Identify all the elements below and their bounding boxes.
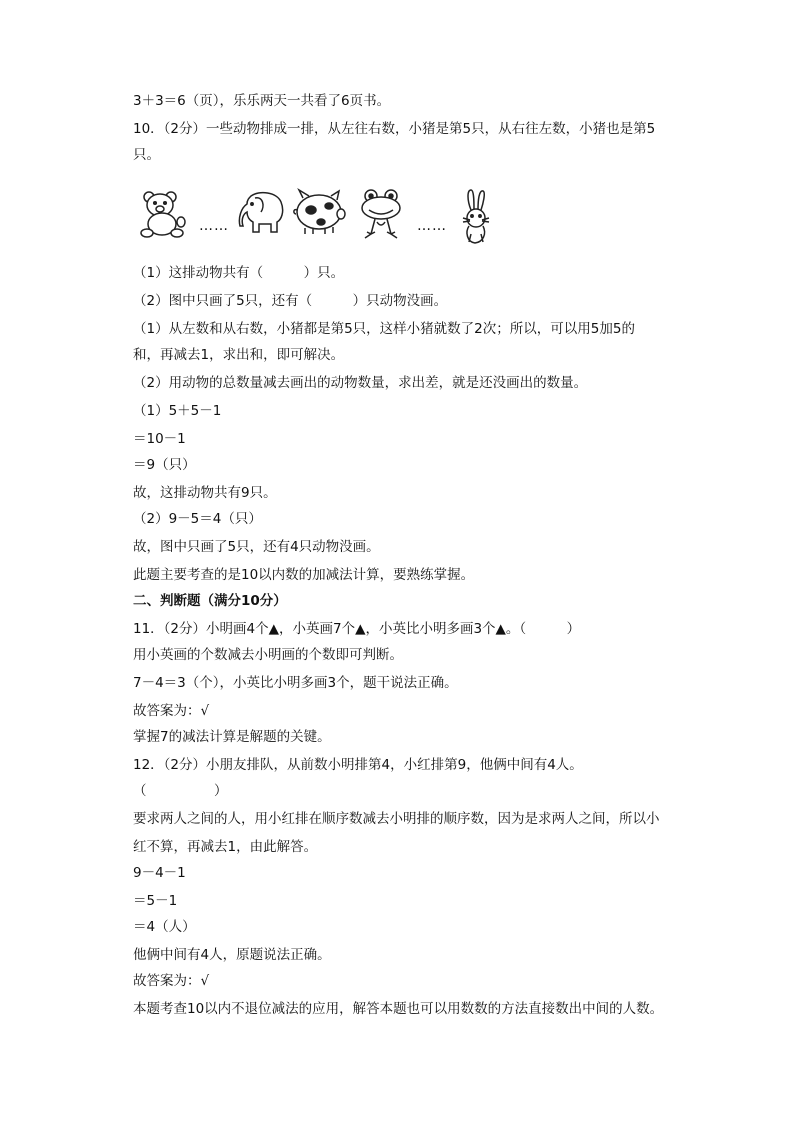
frog-icon xyxy=(359,188,405,242)
answer-line: 故答案为：√ xyxy=(133,703,210,719)
analysis-line: 要求两人之间的人，用小红排在顺序数减去小明排的顺序数，因为是求两人之间，所以小 xyxy=(133,811,660,827)
section-heading: 二、判断题（满分10分） xyxy=(133,593,287,609)
teddy-bear-icon xyxy=(137,188,189,240)
analysis-line: 和，再减去1，求出和，即可解决。 xyxy=(133,347,345,363)
answer-blank: （ ） xyxy=(133,783,228,799)
rabbit-icon xyxy=(459,188,493,246)
text-line: 只。 xyxy=(133,147,160,163)
solution-line: ＝5－1 xyxy=(133,893,178,909)
solution-line: 他俩中间有4人，原题说法正确。 xyxy=(133,947,331,963)
question-10-part-2: （2）图中只画了5只，还有（ ）只动物没画。 xyxy=(133,293,448,309)
elephant-icon xyxy=(237,188,287,236)
solution-line: 7－4＝3（个），小英比小明多画3个，题干说法正确。 xyxy=(133,675,458,691)
analysis-line: （1）从左数和从右数，小猪都是第5只，这样小猪就数了2次；所以，可以用5加5的 xyxy=(133,321,635,337)
analysis-line: （2）用动物的总数量减去画出的动物数量，求出差，就是还没画出的数量。 xyxy=(133,375,588,391)
solution-line: 故，这排动物共有9只。 xyxy=(133,485,277,501)
question-11: 11．（2分）小明画4个▲，小英画7个▲，小英比小明多画3个▲。（ ） xyxy=(133,621,581,637)
question-10: 10．（2分）一些动物排成一排，从左往右数，小猪是第5只，从右往左数，小猪也是第5 xyxy=(133,121,656,137)
solution-line: 9－4－1 xyxy=(133,865,186,881)
comment-line: 此题主要考查的是10以内数的加减法计算，要熟练掌握。 xyxy=(133,567,475,583)
solution-line: ＝10－1 xyxy=(133,431,186,447)
analysis-line: 用小英画的个数减去小明画的个数即可判断。 xyxy=(133,647,403,663)
comment-line: 掌握7的减法计算是解题的关键。 xyxy=(133,729,331,745)
analysis-line: 红不算，再减去1，由此解答。 xyxy=(133,839,318,855)
pig-icon xyxy=(291,188,349,236)
solution-line: （2）9－5＝4（只） xyxy=(133,511,262,527)
solution-line: 故，图中只画了5只，还有4只动物没画。 xyxy=(133,539,380,555)
question-12: 12．（2分）小朋友排队，从前数小明排第4，小红排第9，他俩中间有4人。 xyxy=(133,757,583,773)
solution-line: ＝9（只） xyxy=(133,457,196,473)
ellipsis-right: …… xyxy=(417,218,447,234)
solution-line: ＝4（人） xyxy=(133,919,196,935)
ellipsis-left: …… xyxy=(199,218,229,234)
solution-line: （1）5＋5－1 xyxy=(133,403,222,419)
text-line: 3＋3＝6（页），乐乐两天一共看了6页书。 xyxy=(133,93,391,109)
question-10-part-1: （1）这排动物共有（ ）只。 xyxy=(133,265,345,281)
answer-line: 故答案为：√ xyxy=(133,973,210,989)
animal-row-figure xyxy=(133,188,553,248)
comment-line: 本题考查10以内不退位减法的应用，解答本题也可以用数数的方法直接数出中间的人数。 xyxy=(133,1001,664,1017)
